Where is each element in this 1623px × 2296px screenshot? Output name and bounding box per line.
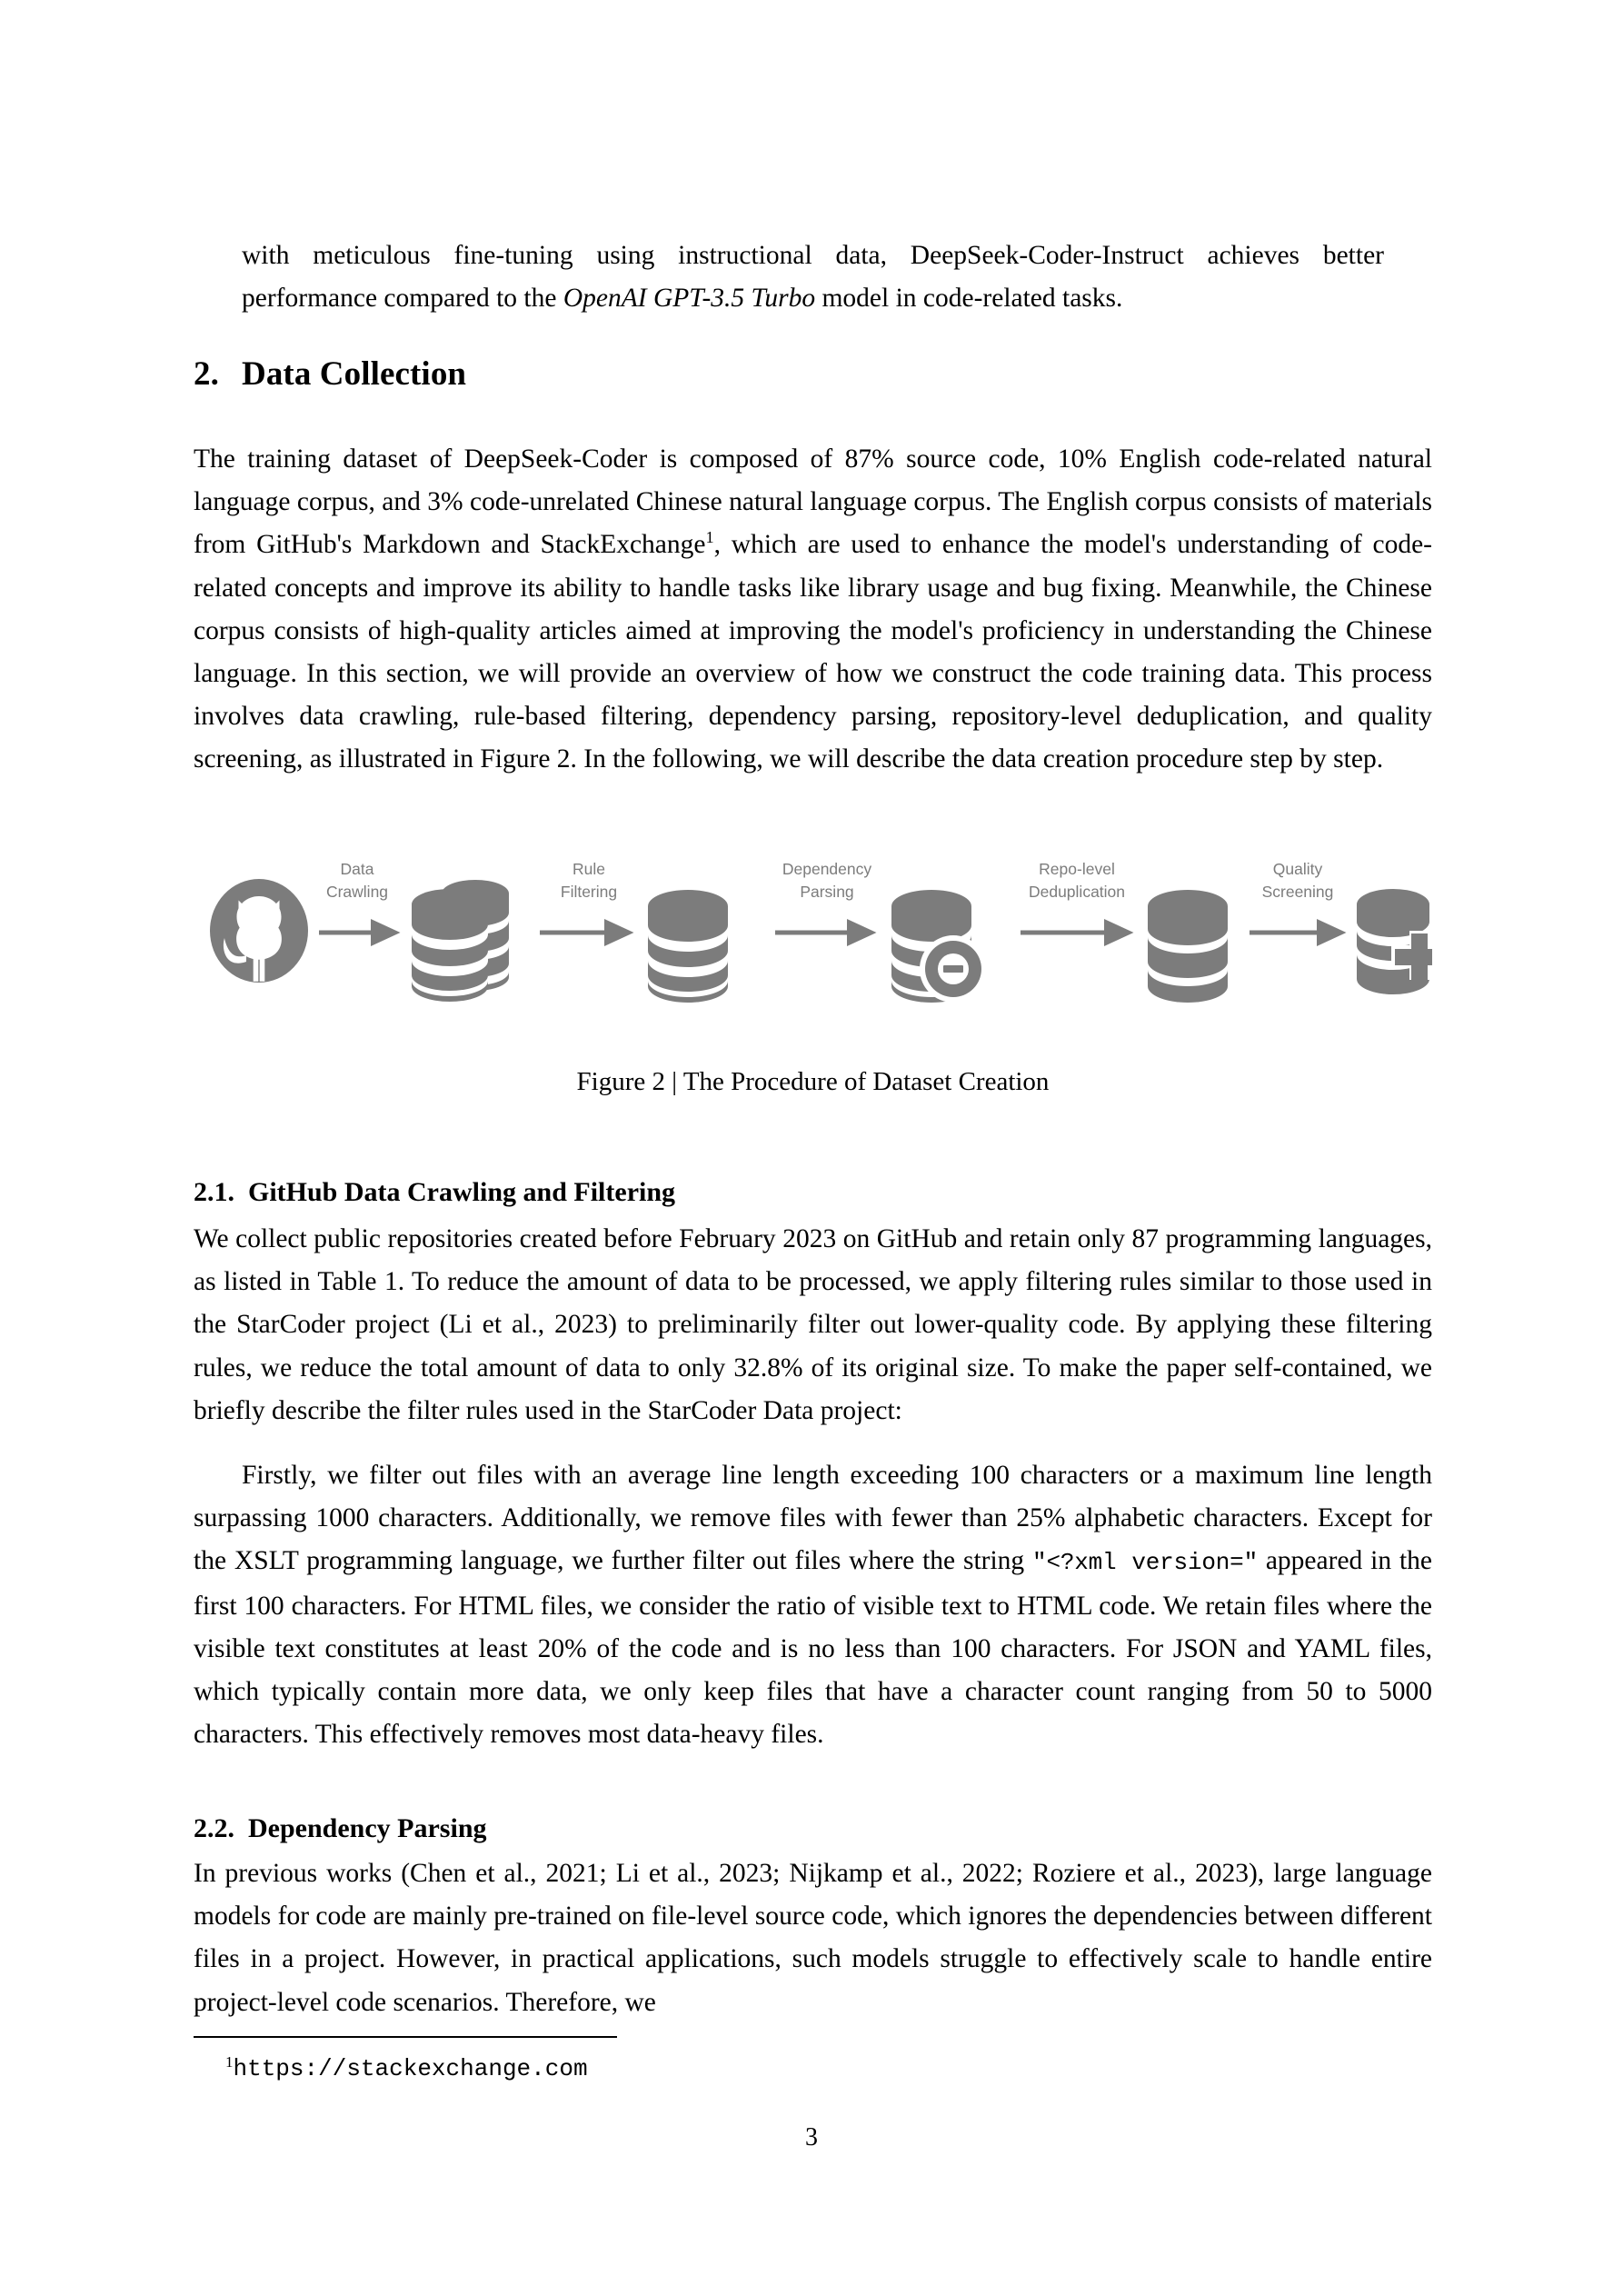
section-2-1-paragraph-text: We collect public repositories created before February 2023 on GitHub and retain only 87 programming languages, as listed in Table 1. To reduce the amount of data to be processed, we apply filtering rules similar to those used in the StarCoder project (Li et al., 2023) to preliminarily filter out lower-quality code. By applying these filtering rules, we reduce the total amount of data to only 32.8% of its original size. To make the paper self-contained, we briefly describe the filter rules used in the StarCoder Data project: xyxy=(194,1224,1432,1425)
section-2-1-number: 2.1. xyxy=(194,1177,234,1207)
arrow-dependency-parsing xyxy=(775,860,871,933)
section-2-1-paragraph xyxy=(194,1218,1432,1433)
arrow-label-line2: Filtering xyxy=(560,883,618,901)
arrow-label-line1: Dependency xyxy=(782,860,872,878)
arrow-data-crawling xyxy=(319,860,394,933)
continuation-italic-model-name: OpenAI GPT-3.5 Turbo xyxy=(563,284,816,313)
arrow-label-line1: Repo-level xyxy=(1039,860,1115,878)
section-2-1-title: GitHub Data Crawling and Filtering xyxy=(248,1177,676,1207)
continuation-text-before: with meticulous fine-tuning using instructional data, DeepSeek-Coder-Instruct achieves better performance compared to the xyxy=(242,241,1384,313)
page-number: 3 xyxy=(805,2123,818,2151)
arrow-label-line1: Rule xyxy=(573,860,605,878)
section-2-2-paragraph-text: In previous works (Chen et al., 2021; Li et al., 2023; Nijkamp et al., 2022; Roziere et al., 2023), large language models for code are mainly pre-trained on file-level source code, which ignores the dependencies between different files in a project. However, in practical applications, such models struggle to effectively scale to handle entire project-level code scenarios. Therefore, we xyxy=(194,1859,1432,2017)
arrow-rule-filtering xyxy=(540,860,628,933)
footnote-1 xyxy=(194,2047,1432,2084)
xml-version-code-string: "<?xml version=" xyxy=(1032,1549,1258,1577)
arrow-label-line2: Parsing xyxy=(800,883,854,901)
section-2-title: Data Collection xyxy=(242,355,467,393)
database-stack-icon xyxy=(648,890,728,1003)
section-2-2-heading xyxy=(194,1811,1432,1847)
footnote-separator-rule xyxy=(194,2036,617,2038)
arrow-label-line1: Quality xyxy=(1272,860,1323,878)
figure-caption-label: Figure 2 xyxy=(576,1067,666,1096)
arrow-label-line2: Screening xyxy=(1261,883,1334,901)
section-2-1-heading xyxy=(194,1174,1432,1211)
figure-2-caption xyxy=(194,1063,1432,1100)
arrow-label-line1: Data xyxy=(340,860,374,878)
database-stack-double-icon xyxy=(412,880,509,1002)
starcoder-filter-rules-paragraph xyxy=(194,1454,1432,1756)
continuation-paragraph xyxy=(194,235,1384,320)
footnote-reference-1[interactable]: 1 xyxy=(705,528,714,547)
section-2-paragraph-part2: , which are used to enhance the model's understanding of code-related concepts and improve its ability to handle tasks like library usage and bug fixing. Meanwhile, the Chinese corpus consists of high-quality articles aimed at improving the model's proficiency in understanding the Chinese language. In this section, we will provide an overview of how we construct the code training data. This process involves data crawling, rule-based filtering, dependency parsing, repository-level deduplication, and quality screening, as illustrated in Figure 2. In the following, we will describe the data creation procedure step by step. xyxy=(194,530,1432,774)
section-2-2-title: Dependency Parsing xyxy=(248,1813,487,1843)
footnote-marker: 1 xyxy=(225,2053,234,2071)
footnote-url[interactable]: https://stackexchange.com xyxy=(233,2055,588,2082)
github-octocat-icon xyxy=(210,879,308,983)
continuation-text-after: model in code-related tasks. xyxy=(815,284,1123,313)
figure-caption-separator: | xyxy=(672,1067,678,1096)
database-cylinder-icon xyxy=(1148,890,1228,1003)
arrow-label-line2: Crawling xyxy=(325,883,389,901)
section-2-paragraph xyxy=(194,438,1432,782)
filter-rules-text-part1: Firstly, we filter out files with an average line length exceeding 100 characters or a maximum line length surpassing 1000 characters. Additionally, we remove files with fewer than 25% alphabetic characters. Except for the XSLT programming language, we further filter out files where the string xyxy=(194,1461,1432,1576)
arrow-quality-screening xyxy=(1250,860,1340,933)
database-minus-badge-icon xyxy=(891,890,987,1003)
section-2-2-number: 2.2. xyxy=(194,1813,234,1843)
database-plus-badge-icon xyxy=(1357,889,1432,994)
figure-2 xyxy=(194,845,1432,1027)
arrow-repo-level-deduplication xyxy=(1021,860,1128,933)
section-2-2-paragraph xyxy=(194,1852,1432,2024)
arrow-label-line2: Deduplication xyxy=(1028,883,1126,901)
filter-rules-text-part2: appeared in the first 100 characters. For HTML files, we consider the ratio of visible text to HTML code. We retain files where the visible text constitutes at least 20% of the code and is no less than 100 characters. For JSON and YAML files, which typically contain more data, we only keep files that have a character count ranging from 50 to 5000 characters. This effectively removes most data-heavy files. xyxy=(194,1546,1432,1750)
section-2-paragraph-part1: The training dataset of DeepSeek-Coder is composed of 87% source code, 10% English code-related natural language corpus, and 3% code-unrelated Chinese natural language corpus. The English corpus consists of materials from GitHub's Markdown and StackExchange xyxy=(194,444,1432,560)
figure-caption-text: The Procedure of Dataset Creation xyxy=(682,1067,1050,1096)
section-2-number: 2. xyxy=(194,355,219,393)
dataset-creation-pipeline-diagram xyxy=(194,845,1432,1009)
section-2-heading xyxy=(194,354,1432,394)
